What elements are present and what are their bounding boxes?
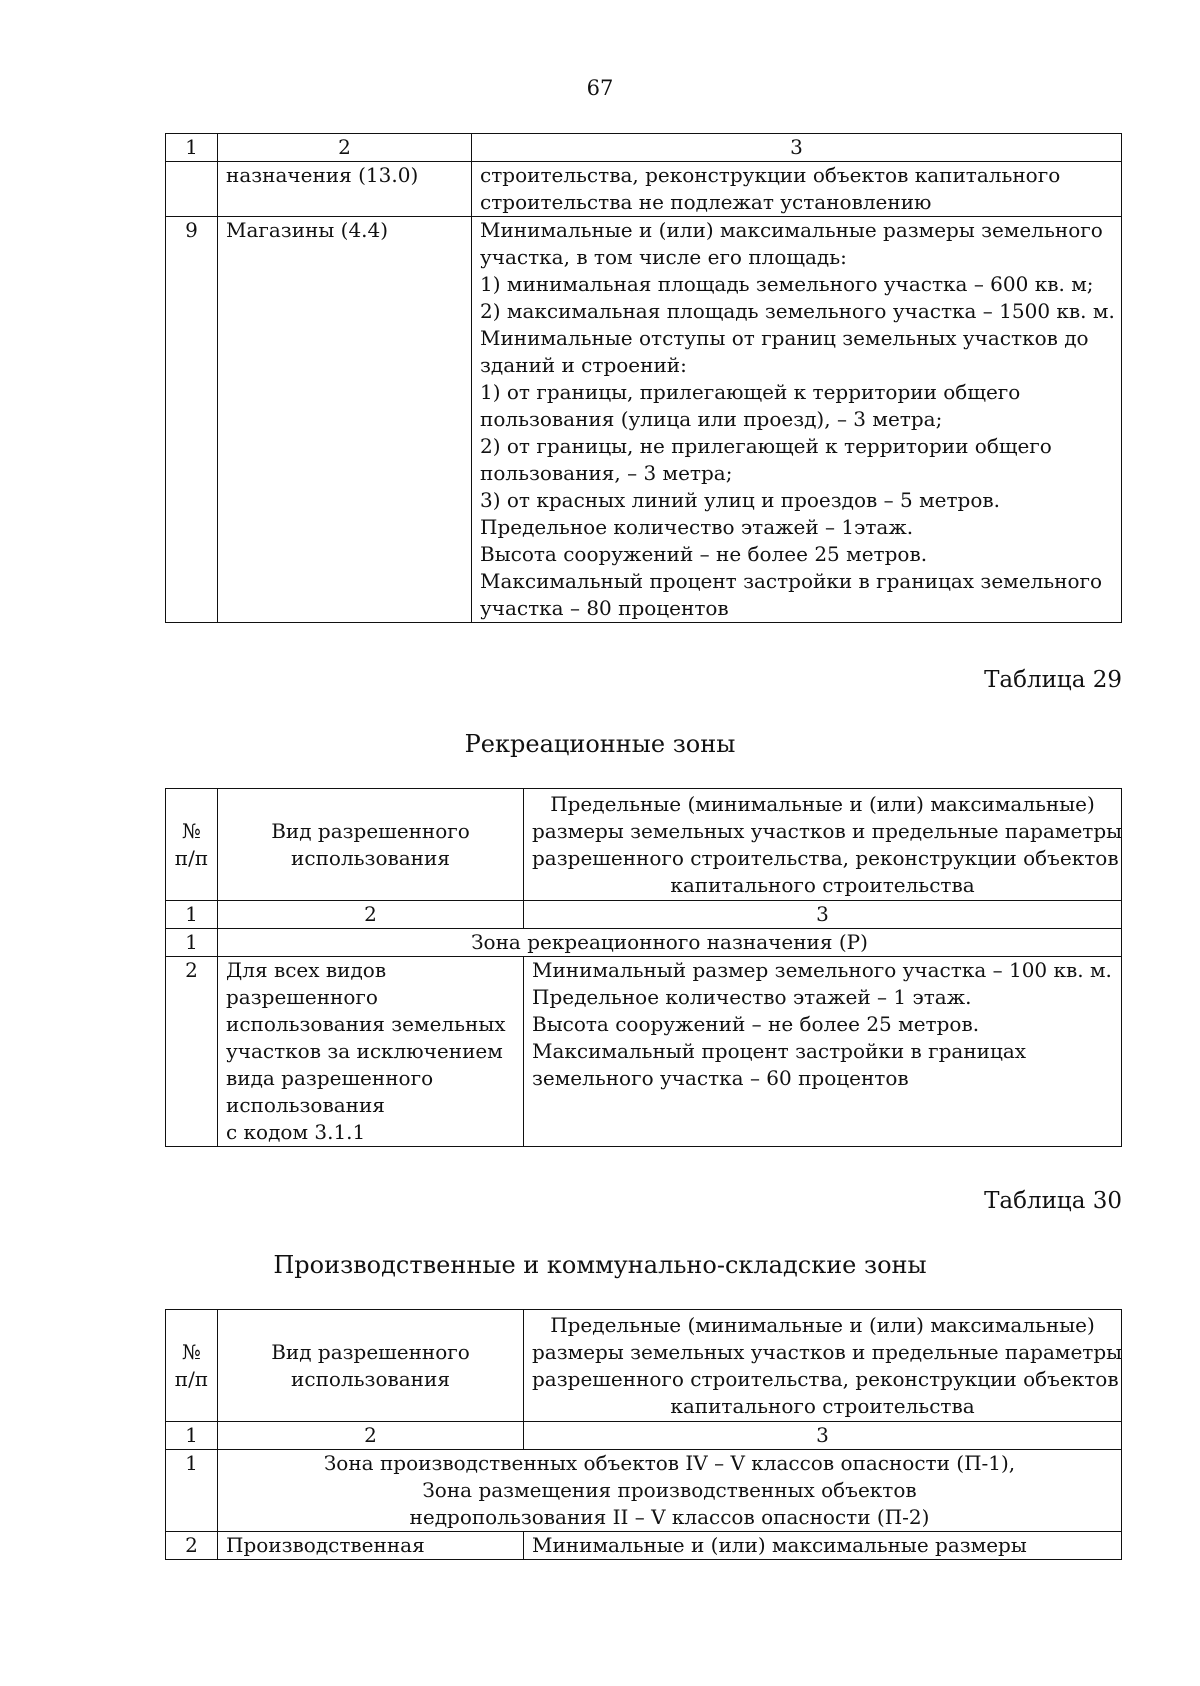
zone-name: Зона производственных объектов IV – V классов опасности (П-1), Зона размещения производственных объектов недропользования II – V классов опасности (П-2) <box>218 1450 1122 1532</box>
header-num: № п/п <box>166 789 218 901</box>
row-number <box>166 162 218 217</box>
row-number: 2 <box>166 957 218 1147</box>
row-number: 1 <box>166 1450 218 1532</box>
zone-name: Зона рекреационного назначения (Р) <box>218 929 1122 957</box>
row-number: 1 <box>166 929 218 957</box>
row-params: Минимальные и (или) максимальные размеры земельного участка, в том числе его площадь: 1) минимальная площадь земельного участка – 600 кв. м; 2) максимальная площадь земельного участка – 1500 кв. м. Минимальные отступы от границ земельных участков до зданий и строений: 1) от границы, прилегающей к территории общего пользования (улица или проезд), – 3 метра; 2) от границы, не прилегающей к территории общего пользования, – 3 метра; 3) от красных линий улиц и проездов – 5 метров. Предельное количество этажей – 1этаж. Высота сооружений – не более 25 метров. Максимальный процент застройки в границах земельного участка – 80 процентов <box>472 217 1122 623</box>
table-header-numbers <box>166 1422 1122 1450</box>
row-name: Производственная <box>218 1532 524 1560</box>
row-number: 2 <box>166 1532 218 1560</box>
row-params: строительства, реконструкции объектов капитального строительства не подлежат установлению <box>472 162 1122 217</box>
row-params: Минимальные и (или) максимальные размеры <box>524 1532 1122 1560</box>
page-number: 67 <box>586 76 614 100</box>
table-header <box>166 789 1122 901</box>
col-number-1: 1 <box>166 1422 218 1450</box>
header-name: Вид разрешенного использования <box>218 789 524 901</box>
table-row <box>166 1532 1122 1560</box>
row-name: Магазины (4.4) <box>218 217 472 623</box>
col-number-2: 2 <box>218 901 524 929</box>
col-number-3: 3 <box>472 134 1122 162</box>
zone-row <box>166 929 1122 957</box>
table-29 <box>165 788 1122 1147</box>
table-header-numbers <box>166 134 1122 162</box>
table-row <box>166 162 1122 217</box>
row-name: Для всех видов разрешенного использования земельных участков за исключением вида разрешенного использования с кодом 3.1.1 <box>218 957 524 1147</box>
row-name: назначения (13.0) <box>218 162 472 217</box>
header-num: № п/п <box>166 1310 218 1422</box>
table-header-numbers <box>166 901 1122 929</box>
table-30 <box>165 1309 1122 1560</box>
zone-row <box>166 1450 1122 1532</box>
header-params: Предельные (минимальные и (или) максимальные) размеры земельных участков и предельные параметры разрешенного строительства, реконструкции объектов капитального строительства <box>524 789 1122 901</box>
table-29-title: Рекреационные зоны <box>464 730 736 758</box>
table-29-label: Таблица 29 <box>984 667 1122 693</box>
col-number-3: 3 <box>524 1422 1122 1450</box>
table-continuation <box>165 133 1122 623</box>
table-row <box>166 217 1122 623</box>
table-30-label: Таблица 30 <box>984 1188 1122 1214</box>
header-params: Предельные (минимальные и (или) максимальные) размеры земельных участков и предельные параметры разрешенного строительства, реконструкции объектов капитального строительства <box>524 1310 1122 1422</box>
table-30-title: Производственные и коммунально-складские зоны <box>273 1251 927 1279</box>
table-header <box>166 1310 1122 1422</box>
col-number-2: 2 <box>218 134 472 162</box>
row-number: 9 <box>166 217 218 623</box>
col-number-2: 2 <box>218 1422 524 1450</box>
table-row <box>166 957 1122 1147</box>
col-number-1: 1 <box>166 134 218 162</box>
col-number-1: 1 <box>166 901 218 929</box>
row-params: Минимальный размер земельного участка – 100 кв. м. Предельное количество этажей – 1 этаж. Высота сооружений – не более 25 метров. Максимальный процент застройки в границах земельного участка – 60 процентов <box>524 957 1122 1147</box>
col-number-3: 3 <box>524 901 1122 929</box>
header-name: Вид разрешенного использования <box>218 1310 524 1422</box>
